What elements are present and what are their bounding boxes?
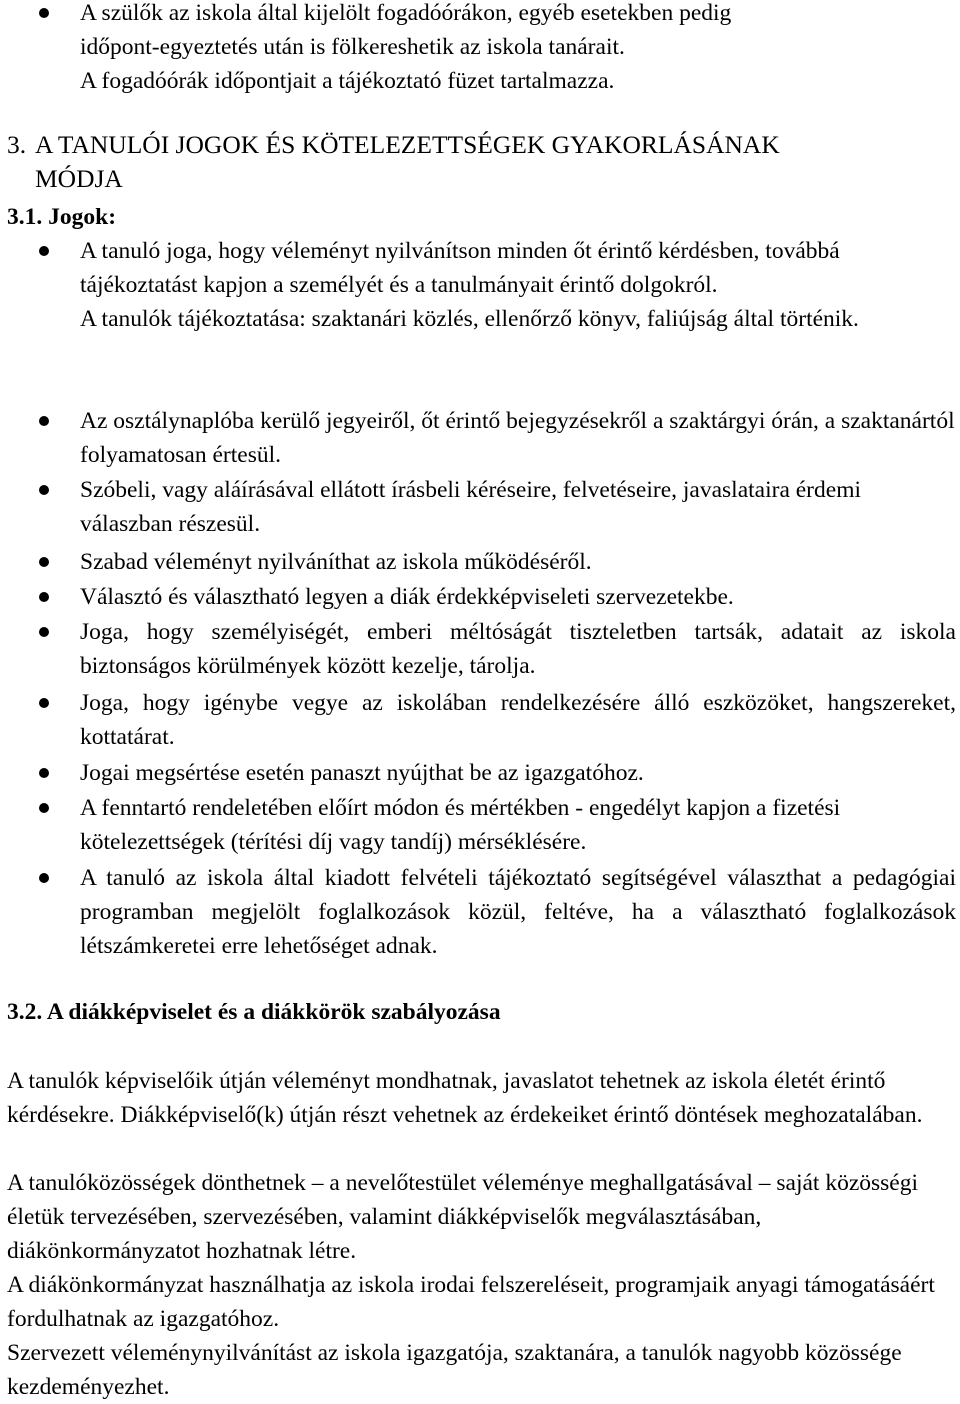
paragraph: A diákönkormányzat használhatja az iskola irodai felszereléseit, programjaik anyagi támogatásáért fordulhatnak az igazgatóhoz.: [7, 1272, 935, 1332]
rights-list-item: [80, 686, 956, 754]
bullet-icon: [39, 768, 49, 778]
bullet-icon: [39, 698, 49, 708]
rights-item-text: Az osztálynaplóba kerülő jegyeiről, őt érintő bejegyzésekről a szaktárgyi órán, a szaktanártól folyamatosan értesül.: [80, 408, 955, 468]
rights-list-item: [80, 861, 956, 963]
rights-item-text: Joga, hogy igénybe vegye az iskolában rendelkezésére álló eszközöket, hangszereket, kottatárat.: [80, 690, 956, 750]
bullet-line: A fogadóórák időpontjait a tájékoztató füzet tartalmazza.: [80, 68, 615, 94]
rights-item-text: Joga, hogy személyiségét, emberi méltóságát tiszteletben tartsák, adatait az iskola biztonságos körülmények között kezelje, tárolja.: [80, 619, 956, 679]
bullet-icon: [39, 416, 49, 426]
paragraph: Szervezett véleménynyilvánítást az iskola igazgatója, szaktanára, a tanulók nagyobb közössége kezdeményezhet.: [7, 1340, 902, 1400]
bullet-line: A szülők az iskola által kijelölt fogadóórákon, egyéb esetekben pedig: [80, 0, 732, 26]
rights-list-item: [80, 234, 956, 336]
bullet-icon: [39, 873, 49, 883]
section-title-line: A TANULÓI JOGOK ÉS KÖTELEZETTSÉGEK GYAKORLÁSÁNAK: [35, 130, 780, 159]
bullet-icon: [39, 485, 49, 495]
bullet-icon: [39, 803, 49, 813]
bullet-icon: [39, 557, 49, 567]
rights-list-item: [80, 580, 956, 614]
paragraph: A tanulók képviselőik útján véleményt mondhatnak, javaslatot tehetnek az iskola életét érintő kérdésekre. Diákképviselő(k) útján részt vehetnek az érdekeiket érintő döntések meghozatalában.: [7, 1068, 923, 1128]
rights-list-item: [80, 756, 956, 790]
section-number: 3.: [7, 130, 27, 159]
rights-list-item: [80, 404, 956, 472]
rights-item-text: Szabad véleményt nyilváníthat az iskola működéséről.: [80, 549, 592, 575]
bullet-icon: [39, 592, 49, 602]
rights-list-item: [80, 473, 956, 541]
section-3-1-heading: 3.1. Jogok:: [7, 204, 117, 230]
bullet-icon: [39, 627, 49, 637]
rights-item-note: A tanulók tájékoztatása: szaktanári közlés, ellenőrző könyv, faliújság által történik.: [80, 306, 859, 332]
rights-list-item: [80, 615, 956, 683]
bullet-line: időpont-egyeztetés után is fölkereshetik az iskola tanárait.: [80, 34, 625, 60]
rights-item-text: Jogai megsértése esetén panaszt nyújthat be az igazgatóhoz.: [80, 760, 644, 786]
rights-item-text: Szóbeli, vagy aláírásával ellátott írásbeli kéréseire, felvetéseire, javaslataira érdemi válaszban részesül.: [80, 477, 861, 537]
rights-item-text: A tanuló az iskola által kiadott felvételi tájékoztató segítségével választhat a pedagógiai programban megjelölt foglalkozások közül, feltéve, ha a választható foglalkozások létszámkeretei erre lehetőséget adnak.: [80, 865, 956, 959]
bullet-icon: [39, 8, 49, 18]
rights-list-item: [80, 545, 956, 579]
rights-item-text: Választó és választható legyen a diák érdekképviseleti szervezetekbe.: [80, 584, 734, 610]
section-3-2-heading: 3.2. A diákképviselet és a diákkörök szabályozása: [7, 999, 501, 1025]
bullet-icon: [39, 246, 49, 256]
rights-item-text: A fenntartó rendeletében előírt módon és mértékben - engedélyt kapjon a fizetési kötelezettségek (térítési díj vagy tandíj) mérséklésére.: [80, 795, 841, 855]
rights-list-item: [80, 791, 956, 859]
paragraph: A tanulóközösségek dönthetnek – a nevelőtestület véleménye meghallgatásával – saját közösségi életük tervezésében, szervezésében, valamint diákképviselők megválasztásában, diákönkormányzatot hozhatnak létre.: [7, 1170, 919, 1264]
parent-consultation-bullet: [80, 0, 956, 98]
rights-item-text: A tanuló joga, hogy véleményt nyilvánítson minden őt érintő kérdésben, továbbá tájékoztatást kapjon a személyét és a tanulmányait érintő dolgokról.: [80, 238, 840, 298]
section-title-line: MÓDJA: [35, 164, 123, 193]
